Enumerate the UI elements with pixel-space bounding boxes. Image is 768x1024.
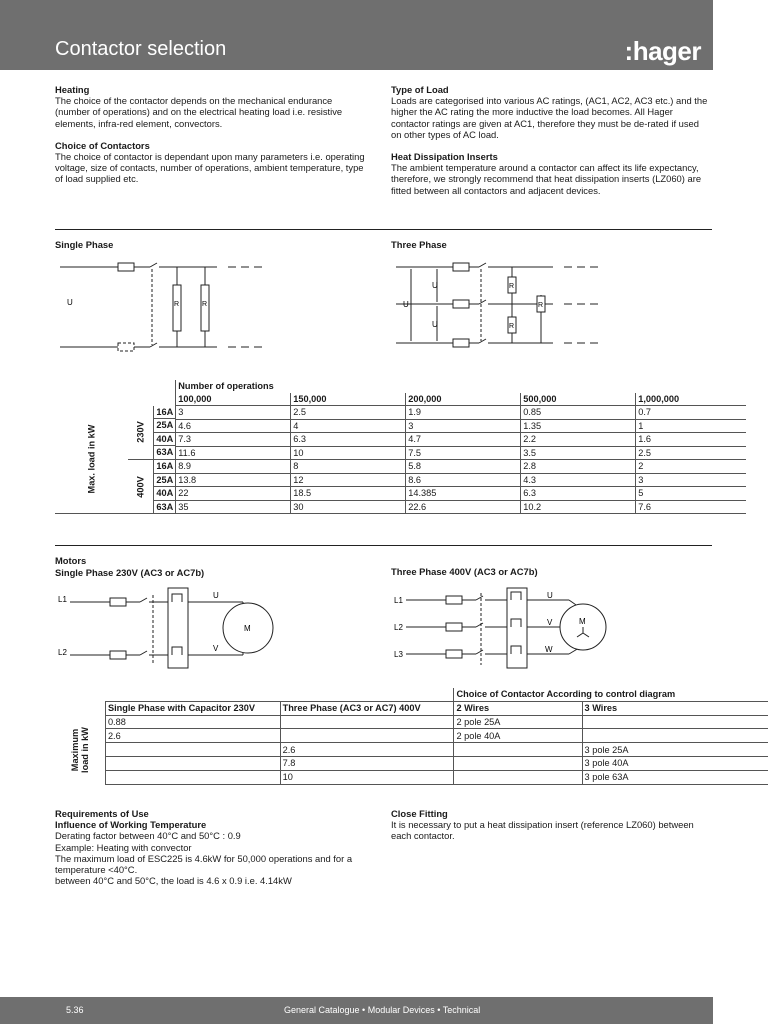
l2-label: L2: [394, 623, 403, 632]
operations-table: [55, 380, 746, 514]
table-row: [55, 743, 768, 757]
table-cell: 2.2: [521, 433, 636, 447]
requirement-line: Derating factor between 40°C and 50°C : 0.9: [55, 830, 241, 842]
table-cell: 3 pole 63A: [582, 770, 768, 784]
l3-label: L3: [394, 650, 403, 659]
requirements-section: [55, 808, 380, 886]
max-load-label: [70, 727, 90, 773]
motors-heading-block: [55, 555, 204, 578]
column-header: 100,000: [176, 393, 291, 406]
requirement-line: The maximum load of ESC225 is 4.6kW for 50,000 operations and for a temperature <40°C.: [55, 852, 353, 876]
voltage-label: 400V: [135, 475, 146, 498]
table-cell: 3: [406, 419, 521, 433]
table-cell: 2.5: [291, 406, 406, 420]
max-load-label: Max. load in kW: [86, 424, 97, 494]
table-cell: 12: [291, 473, 406, 487]
table-cell: [280, 715, 454, 729]
table-cell: [454, 770, 582, 784]
inserts-body: The ambient temperature around a contactor can affect its life expectancy, therefore, we strongly recommend that heat dissipation inserts (LZ060) are fitted between all contactors and adjacent devices.: [391, 162, 702, 196]
close-fitting-body: It is necessary to put a heat dissipation insert (reference LZ060) between each contactor.: [391, 819, 694, 842]
table-row: [55, 460, 746, 474]
table-cell: 4.3: [521, 473, 636, 487]
table-cell: [105, 770, 280, 784]
w-label: W: [545, 645, 553, 654]
three-phase-label: Three Phase: [391, 239, 447, 250]
inserts-heading: Heat Dissipation Inserts: [391, 151, 498, 163]
requirements-heading: Requirements of Use: [55, 808, 149, 819]
single-phase-diagram: [55, 255, 285, 355]
u-label: U: [213, 591, 219, 600]
table-cell: 10: [280, 770, 454, 784]
table-cell: 1.35: [521, 419, 636, 433]
amp-label: 63A: [154, 446, 175, 459]
table-cell: [454, 756, 582, 770]
column-header: 500,000: [521, 393, 636, 406]
table-cell: 18.5: [291, 487, 406, 501]
table-cell: 7.3: [176, 433, 291, 447]
l1-label: L1: [394, 596, 403, 605]
u-label: U: [67, 298, 73, 307]
table-cell: [105, 743, 280, 757]
operations-caption: Number of operations: [176, 380, 747, 393]
voltage-group: [128, 460, 176, 514]
table-cell: 7.8: [280, 756, 454, 770]
table-cell: 3 pole 40A: [582, 756, 768, 770]
left-intro-column: [55, 84, 365, 196]
group-caption: Choice of Contactor According to control diagram: [454, 688, 768, 701]
amp-label: 63A: [154, 500, 175, 513]
catalogue-label: General Catalogue • Modular Devices • Technical: [284, 1005, 481, 1015]
divider: [55, 545, 712, 546]
table-cell: 4: [291, 419, 406, 433]
side-label-line: Maximum: [69, 728, 80, 771]
motor-label: M: [579, 617, 586, 626]
page-header: [0, 0, 713, 70]
table-cell: 2.6: [105, 729, 280, 743]
amp-label: 16A: [154, 460, 175, 473]
table-cell: 2.5: [636, 446, 747, 460]
table-cell: 22: [176, 487, 291, 501]
amp-label: 25A: [154, 473, 175, 487]
r-label: R: [509, 283, 515, 290]
table-cell: 10: [291, 446, 406, 460]
temperature-heading: Influence of Working Temperature: [55, 819, 207, 831]
three-phase-diagram: [391, 255, 621, 355]
r-label: R: [509, 323, 515, 330]
table-cell: 2.6: [280, 743, 454, 757]
three-phase-motor-diagram: [391, 585, 631, 675]
table-cell: [105, 756, 280, 770]
load-type-heading: Type of Load: [391, 84, 449, 95]
table-cell: 22.6: [406, 500, 521, 514]
table-cell: 3 pole 25A: [582, 743, 768, 757]
heating-heading: Heating: [55, 84, 90, 95]
table-cell: 14.385: [406, 487, 521, 501]
table-cell: 8: [291, 460, 406, 474]
load-type-body: Loads are categorised into various AC ratings, (AC1, AC2, AC3 etc.) and the higher the AC rating the more inductive the load becomes. All Hager contactor ratings are given at AC1, therefore they must be de-rated if used on other types of AC load.: [391, 95, 708, 140]
amp-label: 16A: [154, 406, 175, 419]
r-label: R: [202, 301, 208, 308]
voltage-group: [128, 406, 176, 460]
single-phase-motor-diagram: [55, 585, 295, 675]
table-cell: 2: [636, 460, 747, 474]
v-label: V: [213, 644, 219, 653]
table-cell: 13.8: [176, 473, 291, 487]
table-cell: 0.7: [636, 406, 747, 420]
column-header: 2 Wires: [454, 701, 582, 715]
table-cell: 30: [291, 500, 406, 514]
right-intro-column: [391, 84, 711, 207]
r-label: R: [174, 301, 180, 308]
close-fitting-heading: Close Fitting: [391, 808, 448, 819]
table-cell: [280, 729, 454, 743]
motor-table: [55, 688, 768, 785]
motors-heading: Motors: [55, 555, 87, 566]
table-cell: 7.5: [406, 446, 521, 460]
table-cell: 4.7: [406, 433, 521, 447]
table-cell: 1.9: [406, 406, 521, 420]
table-cell: 5.8: [406, 460, 521, 474]
table-cell: 7.6: [636, 500, 747, 514]
motor-label: M: [244, 624, 251, 633]
amp-label: 40A: [154, 432, 175, 446]
u-label: U: [432, 281, 438, 290]
side-label-line: load in kW: [79, 726, 90, 773]
table-row: [55, 756, 768, 770]
table-cell: 1.6: [636, 433, 747, 447]
page-title: Contactor selection: [55, 38, 227, 60]
table-cell: 8.6: [406, 473, 521, 487]
choice-heading: Choice of Contactors: [55, 139, 150, 151]
column-header: 200,000: [406, 393, 521, 406]
u-label: U: [403, 300, 409, 309]
table-cell: 5: [636, 487, 747, 501]
table-cell: 1: [636, 419, 747, 433]
requirement-line: between 40°C and 50°C, the load is 4.6 x 0.9 i.e. 4.14kW: [55, 875, 292, 887]
u-label: U: [547, 591, 553, 600]
page-footer: [0, 997, 713, 1024]
table-cell: 11.6: [176, 446, 291, 460]
amp-label: 40A: [154, 487, 175, 501]
table-cell: 0.85: [521, 406, 636, 420]
heating-body: The choice of the contactor depends on the mechanical endurance (number of operations) and on the electrical heating load i.e. resistive elements, infra-red element, convectors.: [55, 95, 343, 129]
table-row: [55, 770, 768, 784]
side-label-cell: [55, 406, 128, 514]
table-cell: 2 pole 25A: [454, 715, 582, 729]
table-cell: 35: [176, 500, 291, 514]
table-cell: 8.9: [176, 460, 291, 474]
choice-body: The choice of contactor is dependant upon many parameters i.e. operating voltage, size of contacts, number of operations, ambient temperature, type of load supplied etc.: [55, 151, 365, 185]
side-label-cell: [55, 715, 105, 784]
column-header: 3 Wires: [582, 701, 768, 715]
column-header: Three Phase (AC3 or AC7) 400V: [280, 701, 454, 715]
page-number: 5.36: [66, 1005, 84, 1015]
table-row: [55, 729, 768, 743]
amp-label: 25A: [154, 419, 175, 433]
table-cell: 10.2: [521, 500, 636, 514]
table-cell: 6.3: [521, 487, 636, 501]
table-cell: 4.6: [176, 419, 291, 433]
table-cell: [582, 715, 768, 729]
v-label: V: [547, 618, 553, 627]
table-cell: [454, 743, 582, 757]
table-row: [55, 715, 768, 729]
voltage-label: 230V: [135, 421, 146, 443]
column-header: Single Phase with Capacitor 230V: [105, 701, 280, 715]
table-cell: 6.3: [291, 433, 406, 447]
r-label: R: [538, 302, 544, 309]
requirement-line: Example: Heating with convector: [55, 841, 192, 853]
brand-logo: :hager: [624, 36, 701, 66]
column-header: 1,000,000: [636, 393, 747, 406]
column-header: 150,000: [291, 393, 406, 406]
l2-label: L2: [58, 648, 67, 657]
l1-label: L1: [58, 595, 67, 604]
three-phase-motor-label: Three Phase 400V (AC3 or AC7b): [391, 566, 538, 577]
table-cell: 0.88: [105, 715, 280, 729]
close-fitting-section: [391, 808, 711, 842]
single-phase-motor-label: Single Phase 230V (AC3 or AC7b): [55, 566, 205, 578]
table-row: [55, 406, 746, 420]
u-label: U: [432, 320, 438, 329]
table-cell: 3: [636, 473, 747, 487]
table-cell: 3.5: [521, 446, 636, 460]
divider: [55, 229, 712, 230]
table-cell: 2.8: [521, 460, 636, 474]
table-cell: [582, 729, 768, 743]
table-cell: 2 pole 40A: [454, 729, 582, 743]
table-cell: 3: [176, 406, 291, 420]
single-phase-label: Single Phase: [55, 239, 114, 250]
